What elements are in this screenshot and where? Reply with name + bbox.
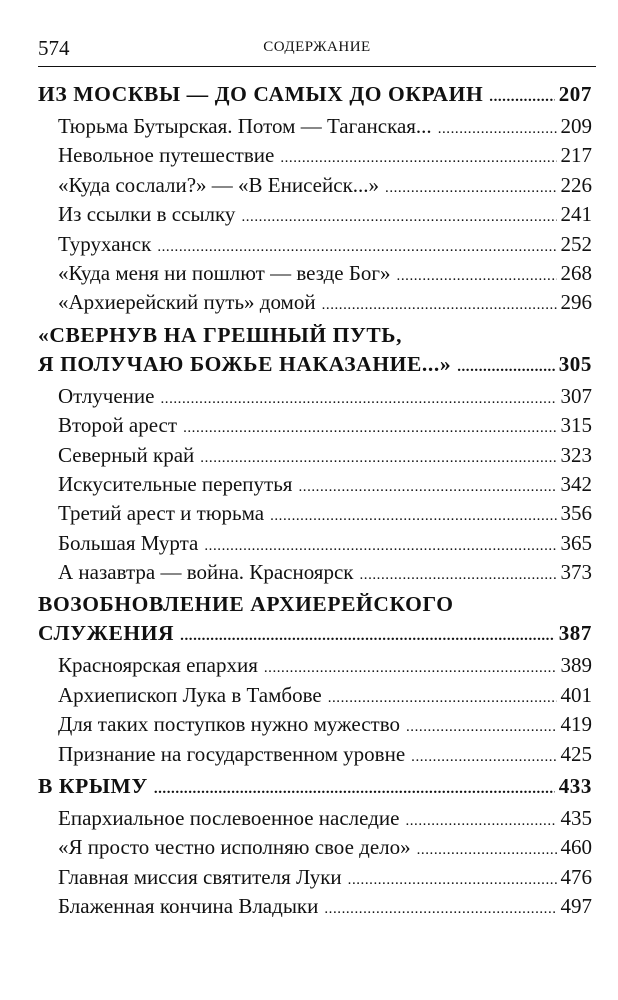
entry-title: Для таких поступков нужно мужество xyxy=(58,712,400,737)
entry-title: Большая Мурта xyxy=(58,530,199,555)
dot-leader xyxy=(270,502,556,531)
entry-title: Искусительные перепутья xyxy=(58,471,293,496)
entry-title: Второй арест xyxy=(58,413,178,438)
dot-leader xyxy=(348,866,557,895)
dot-leader xyxy=(241,203,556,232)
entry-page: 226 xyxy=(560,172,592,197)
toc-entry xyxy=(38,441,592,470)
entry-page: 342 xyxy=(560,471,592,496)
dot-leader xyxy=(204,532,556,561)
entry-page: 419 xyxy=(560,712,592,737)
entry-page: 389 xyxy=(560,653,592,678)
entry-page: 307 xyxy=(560,383,592,408)
section-heading xyxy=(38,80,592,112)
toc-entry xyxy=(38,710,592,739)
dot-leader xyxy=(489,83,554,112)
toc-entry xyxy=(38,230,592,259)
page-number: 574 xyxy=(38,36,70,60)
dot-leader xyxy=(411,743,556,772)
entry-page: 241 xyxy=(560,202,592,227)
toc-entry xyxy=(38,499,592,528)
dot-leader xyxy=(183,414,556,443)
entry-title: «Куда сослали?» — «В Енисейск...» xyxy=(58,172,380,197)
dot-leader xyxy=(280,144,556,173)
dot-leader xyxy=(160,385,556,414)
section-page: 387 xyxy=(558,621,592,646)
dot-leader xyxy=(417,836,557,865)
dot-leader xyxy=(154,775,555,804)
dot-leader xyxy=(298,473,556,502)
dot-leader xyxy=(328,684,557,713)
toc-entry xyxy=(38,892,592,921)
toc-entry xyxy=(38,529,592,558)
entry-page: 476 xyxy=(560,864,592,889)
section-title-line: «СВЕРНУВ НА ГРЕШНЫЙ ПУТЬ, xyxy=(38,322,403,347)
entry-title: Отлучение xyxy=(58,383,155,408)
toc-entry xyxy=(38,863,592,892)
section-title: В КРЫМУ xyxy=(38,774,148,799)
dot-leader xyxy=(438,115,557,144)
entry-page: 401 xyxy=(560,682,592,707)
toc-entry xyxy=(38,470,592,499)
toc-entry xyxy=(38,740,592,769)
entry-page: 296 xyxy=(560,290,592,315)
toc-entry xyxy=(38,411,592,440)
entry-page: 315 xyxy=(560,413,592,438)
entry-page: 356 xyxy=(560,501,592,526)
toc-entry xyxy=(38,382,592,411)
entry-page: 365 xyxy=(560,530,592,555)
entry-page: 268 xyxy=(560,260,592,285)
toc-entry xyxy=(38,804,592,833)
entry-title: Архиепископ Лука в Тамбове xyxy=(58,682,322,707)
dot-leader xyxy=(385,174,556,203)
entry-page: 425 xyxy=(560,741,592,766)
toc-entry xyxy=(38,651,592,680)
entry-title: Главная миссия святителя Луки xyxy=(58,864,342,889)
entry-title: «Я просто честно исполняю свое дело» xyxy=(58,835,411,860)
dot-leader xyxy=(200,444,556,473)
dot-leader xyxy=(157,233,556,262)
entry-title: Красноярская епархия xyxy=(58,653,258,678)
dot-leader xyxy=(359,561,556,590)
entry-page: 209 xyxy=(560,114,592,138)
entry-title: Третий арест и тюрьма xyxy=(58,501,265,526)
dot-leader xyxy=(180,622,555,651)
entry-page: 252 xyxy=(560,231,592,256)
dot-leader xyxy=(406,713,557,742)
entry-title: Северный край xyxy=(58,442,195,467)
entry-title: Туруханск xyxy=(58,231,152,256)
entry-page: 217 xyxy=(560,143,592,168)
entry-page: 373 xyxy=(560,560,592,585)
dot-leader xyxy=(264,654,557,683)
table-of-contents xyxy=(38,80,592,922)
entry-title: Из ссылки в ссылку xyxy=(58,202,236,227)
running-title: СОДЕРЖАНИЕ xyxy=(263,39,371,55)
dot-leader xyxy=(397,262,557,291)
section-title-line: ВОЗОБНОВЛЕНИЕ АРХИЕРЕЙСКОГО xyxy=(38,592,454,617)
entry-title: А назавтра — война. Красноярск xyxy=(58,560,354,585)
section-page: 207 xyxy=(558,82,592,106)
toc-entry xyxy=(38,681,592,710)
dot-leader xyxy=(405,807,556,836)
dot-leader xyxy=(322,291,557,320)
toc-entry xyxy=(38,833,592,862)
entry-page: 460 xyxy=(560,835,592,860)
entry-title: Невольное путешествие xyxy=(58,143,275,168)
entry-page: 435 xyxy=(560,806,592,831)
entry-page: 323 xyxy=(560,442,592,467)
dot-leader xyxy=(324,895,556,924)
entry-title: Епархиальное послевоенное наследие xyxy=(58,806,400,831)
toc-entry xyxy=(38,112,592,141)
entry-title: Признание на государственном уровне xyxy=(58,741,406,766)
section-title: Я ПОЛУЧАЮ БОЖЬЕ НАКАЗАНИЕ...» xyxy=(38,351,452,376)
section-heading xyxy=(38,350,592,382)
toc-entry xyxy=(38,171,592,200)
toc-entry xyxy=(38,558,592,587)
section-heading xyxy=(38,619,592,651)
section-title: СЛУЖЕНИЯ xyxy=(38,621,175,646)
section-page: 433 xyxy=(558,774,592,799)
toc-entry xyxy=(38,288,592,317)
entry-page: 497 xyxy=(560,894,592,919)
entry-title: «Куда меня ни пошлют — везде Бог» xyxy=(58,260,391,285)
toc-entry xyxy=(38,141,592,170)
section-title: ИЗ МОСКВЫ — ДО САМЫХ ДО ОКРАИН xyxy=(38,82,484,106)
toc-entry xyxy=(38,200,592,229)
page-header xyxy=(38,36,596,67)
entry-title: «Архиерейский путь» домой xyxy=(58,290,316,315)
section-page: 305 xyxy=(558,351,592,376)
toc-entry xyxy=(38,259,592,288)
entry-title: Тюрьма Бутырская. Потом — Таганская... xyxy=(58,114,432,138)
dot-leader xyxy=(457,353,555,382)
entry-title: Блаженная кончина Владыки xyxy=(58,894,319,919)
section-heading xyxy=(38,772,592,804)
